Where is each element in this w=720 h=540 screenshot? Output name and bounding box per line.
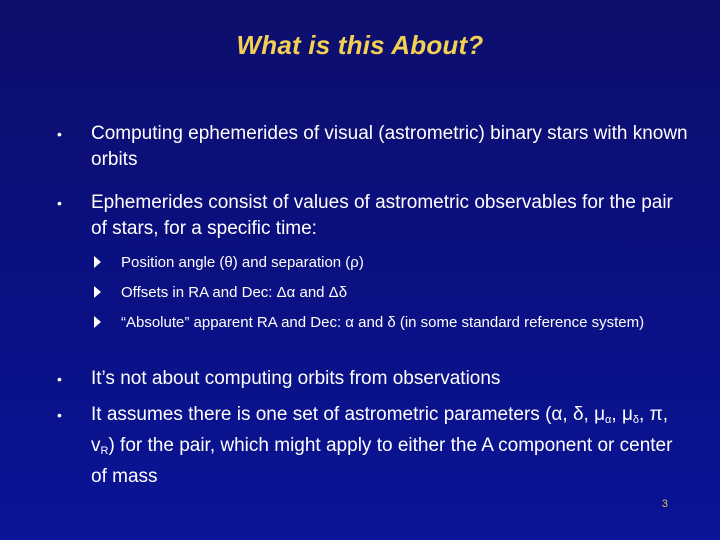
bullet-dot: • — [57, 126, 62, 142]
bullet-text-part: ) for the pair, which might apply to either the A component or center of mass — [91, 435, 673, 487]
arrow-right-icon — [94, 256, 101, 268]
arrow-right-icon — [94, 286, 101, 298]
bullet-text-part: , π, v — [91, 404, 668, 456]
slide-title: What is this About? — [236, 30, 484, 60]
sub-bullet-text: Offsets in RA and Dec: Δα and Δδ — [121, 284, 348, 301]
bullet-text-part: , μ — [611, 404, 633, 425]
bullet-dot: • — [57, 195, 62, 211]
page-number: 3 — [661, 498, 668, 510]
subscript: δ — [632, 414, 640, 426]
bullet-text: It’s not about computing orbits from observations — [91, 368, 501, 389]
bullet-dot: • — [57, 407, 62, 423]
sub-bullet-text: Position angle (θ) and separation (ρ) — [121, 254, 364, 271]
bullet-text: Ephemerides consist of values of astrometric observables for the pair of stars, for a specific time: — [91, 192, 673, 239]
sub-bullet-text: “Absolute” apparent RA and Dec: α and δ (in some standard reference system) — [121, 314, 645, 331]
arrow-right-icon — [94, 316, 101, 328]
bullet-text — [91, 402, 691, 490]
subscript: α — [605, 414, 612, 426]
bullet-dot: • — [57, 371, 62, 387]
bullet-text: Computing ephemerides of visual (astrometric) binary stars with known orbits — [91, 123, 688, 170]
bullet-text-part: It assumes there is one set of astrometric parameters (α, δ, μ — [91, 404, 606, 425]
subscript: R — [100, 445, 109, 457]
